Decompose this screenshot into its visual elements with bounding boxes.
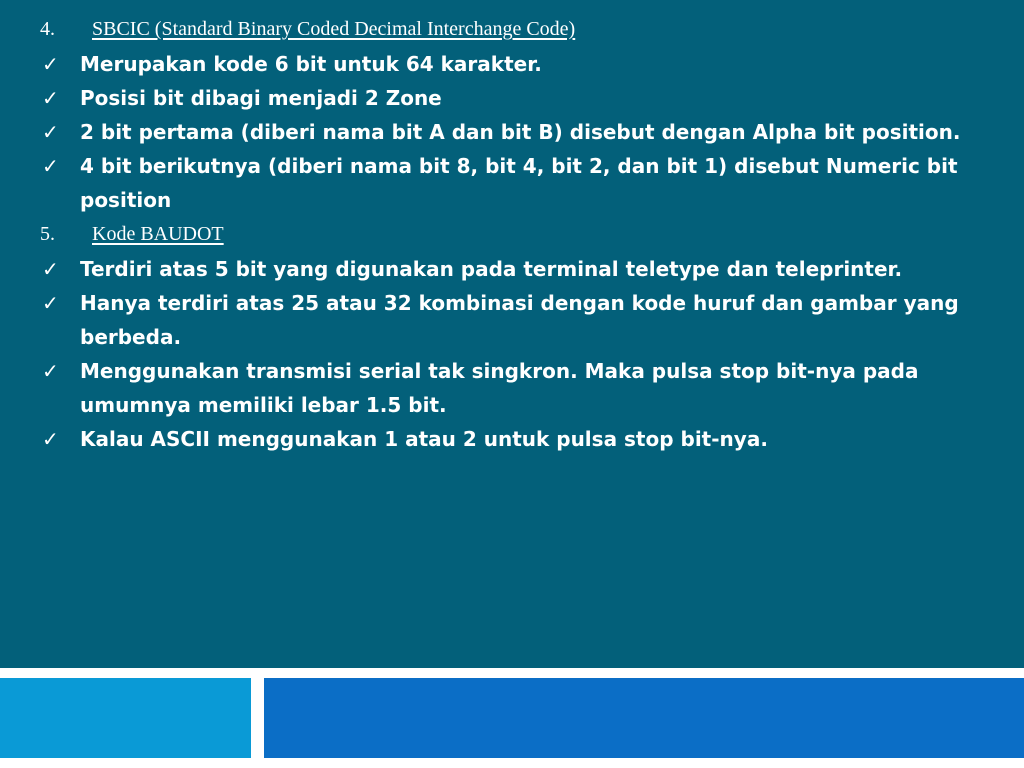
- checkmark-icon: ✓: [42, 359, 59, 383]
- list-item: [40, 422, 980, 456]
- list-item: [40, 354, 980, 422]
- checkmark-icon: ✓: [42, 427, 59, 451]
- checkmark-icon: ✓: [42, 52, 59, 76]
- bullet-text: Hanya terdiri atas 25 atau 32 kombinasi dengan kode huruf dan gambar yang berbeda.: [80, 291, 959, 349]
- section-number: 4.: [40, 18, 55, 40]
- bullet-text: 2 bit pertama (diberi nama bit A dan bit B) disebut dengan Alpha bit position.: [80, 120, 961, 144]
- slide-content: [40, 14, 980, 456]
- bullet-text: 4 bit berikutnya (diberi nama bit 8, bit 4, bit 2, dan bit 1) disebut Numeric bit position: [80, 154, 958, 212]
- bullet-list-sbcic: [40, 47, 980, 217]
- bullet-text: Menggunakan transmisi serial tak singkron. Maka pulsa stop bit-nya pada umumnya memiliki lebar 1.5 bit.: [80, 359, 919, 417]
- footer-bar-left: [0, 678, 251, 758]
- checkmark-icon: ✓: [42, 257, 59, 281]
- bullet-text: Terdiri atas 5 bit yang digunakan pada terminal teletype dan teleprinter.: [80, 257, 903, 281]
- list-item: [40, 81, 980, 115]
- checkmark-icon: ✓: [42, 86, 59, 110]
- list-item: [40, 115, 980, 149]
- section-title: Kode BAUDOT: [92, 223, 224, 245]
- section-number: 5.: [40, 223, 55, 245]
- bullet-text: Kalau ASCII menggunakan 1 atau 2 untuk pulsa stop bit-nya.: [80, 427, 768, 451]
- list-item: [40, 149, 980, 217]
- checkmark-icon: ✓: [42, 120, 59, 144]
- list-item: [40, 286, 980, 354]
- list-item: [40, 252, 980, 286]
- bullet-list-baudot: [40, 252, 980, 456]
- checkmark-icon: ✓: [42, 291, 59, 315]
- checkmark-icon: ✓: [42, 154, 59, 178]
- section-title: SBCIC (Standard Binary Coded Decimal Interchange Code): [92, 18, 576, 40]
- bullet-text: Merupakan kode 6 bit untuk 64 karakter.: [80, 52, 542, 76]
- section-heading-sbcic: [40, 18, 980, 41]
- footer-bar-right: [264, 678, 1024, 758]
- section-heading-baudot: [40, 223, 980, 246]
- bullet-text: Posisi bit dibagi menjadi 2 Zone: [80, 86, 442, 110]
- list-item: [40, 47, 980, 81]
